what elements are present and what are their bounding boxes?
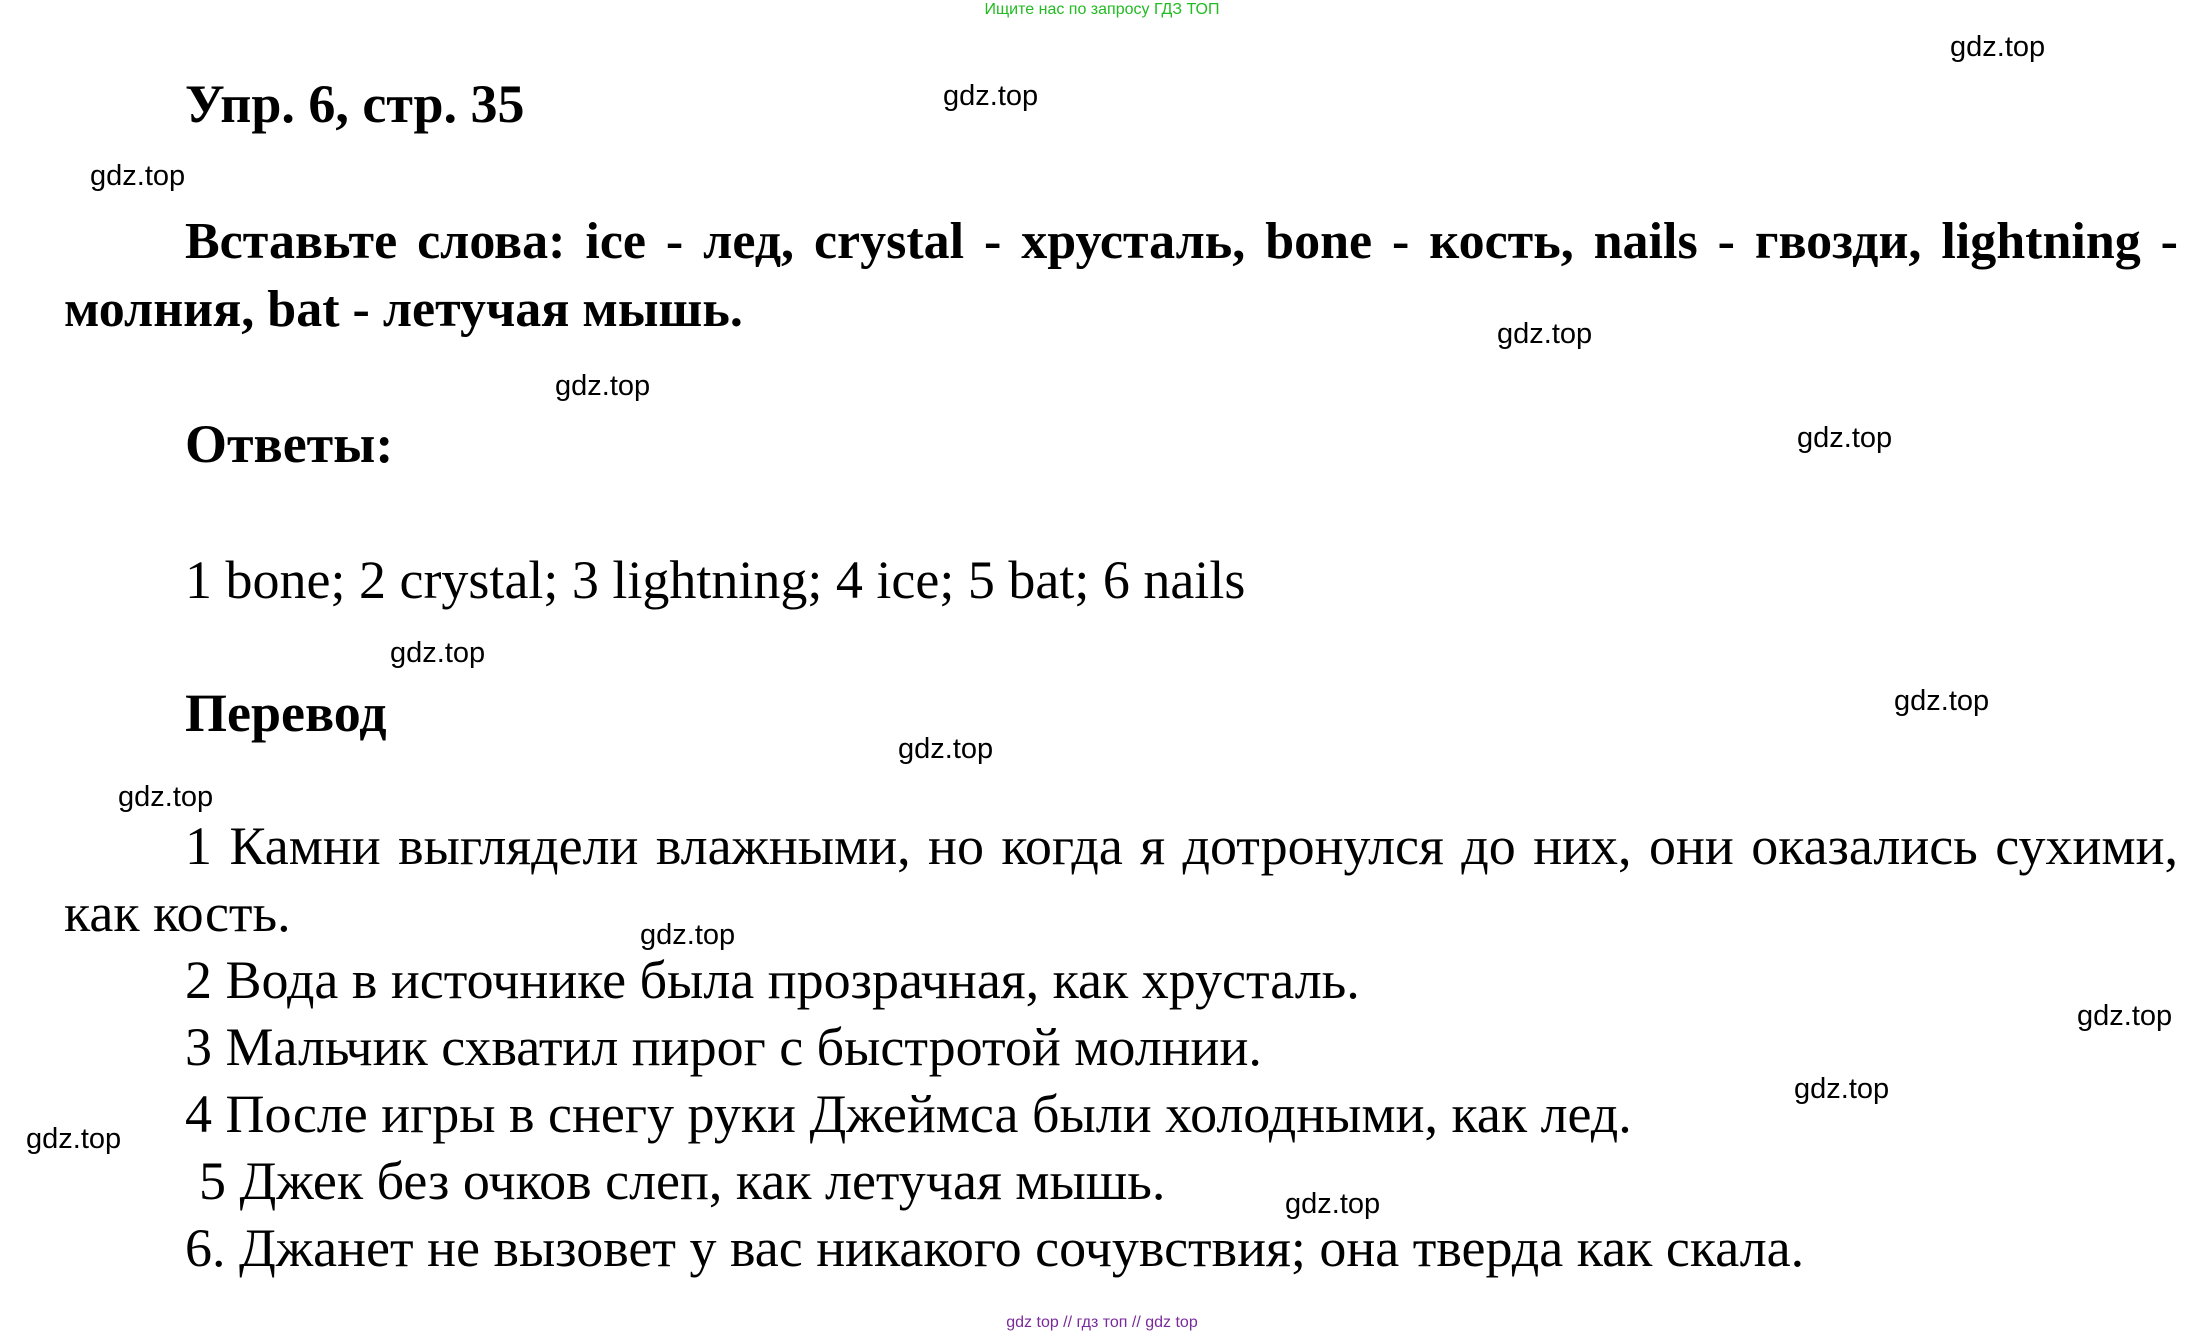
watermark: gdz.top (1497, 318, 1593, 350)
watermark: gdz.top (1797, 422, 1893, 454)
watermark: gdz.top (2077, 1000, 2173, 1032)
answers-text: 1 bone; 2 crystal; 3 lightning; 4 ice; 5 bat; 6 nails (185, 550, 1246, 610)
translation-line-5: 5 Джек без очков слеп, как летучая мышь. (199, 1151, 1166, 1211)
translation-heading: Перевод (185, 683, 387, 743)
watermark: gdz.top (390, 637, 486, 669)
exercise-title: Упр. 6, стр. 35 (185, 74, 525, 134)
bottom-promo-banner[interactable]: gdz top // гдз топ // gdz top (1006, 1314, 1198, 1331)
watermark: gdz.top (640, 919, 736, 951)
watermark: gdz.top (943, 80, 1039, 112)
watermark: gdz.top (1285, 1188, 1381, 1220)
watermark: gdz.top (90, 160, 186, 192)
watermark: gdz.top (1794, 1073, 1890, 1105)
translation-line-4: 4 После игры в снегу руки Джеймса были холодными, как лед. (185, 1084, 1632, 1144)
watermark: gdz.top (118, 781, 214, 813)
top-promo-banner[interactable]: Ищите нас по запросу ГДЗ ТОП (984, 1, 1220, 18)
watermark: gdz.top (555, 370, 651, 402)
watermark: gdz.top (898, 733, 994, 765)
watermark: gdz.top (1894, 685, 1990, 717)
watermark: gdz.top (1950, 31, 2046, 63)
answers-heading: Ответы: (185, 414, 394, 474)
exercise-instruction: Вставьте слова: ice - лед, crystal - хрусталь, bone - кость, nails - гвозди, lightning - молния, bat - летучая мышь. (64, 213, 2178, 338)
translation-line-2: 2 Вода в источнике была прозрачная, как хрусталь. (185, 950, 1360, 1010)
watermark: gdz.top (26, 1123, 122, 1155)
translation-line-1: 1 Камни выглядели влажными, но когда я дотронулся до них, они оказались сухими, как кость. (64, 816, 2178, 943)
translation-line-3: 3 Мальчик схватил пирог с быстротой молнии. (185, 1017, 1262, 1077)
translation-line-6: 6. Джанет не вызовет у вас никакого сочувствия; она тверда как скала. (185, 1218, 1805, 1278)
translation-list (64, 813, 2178, 1282)
